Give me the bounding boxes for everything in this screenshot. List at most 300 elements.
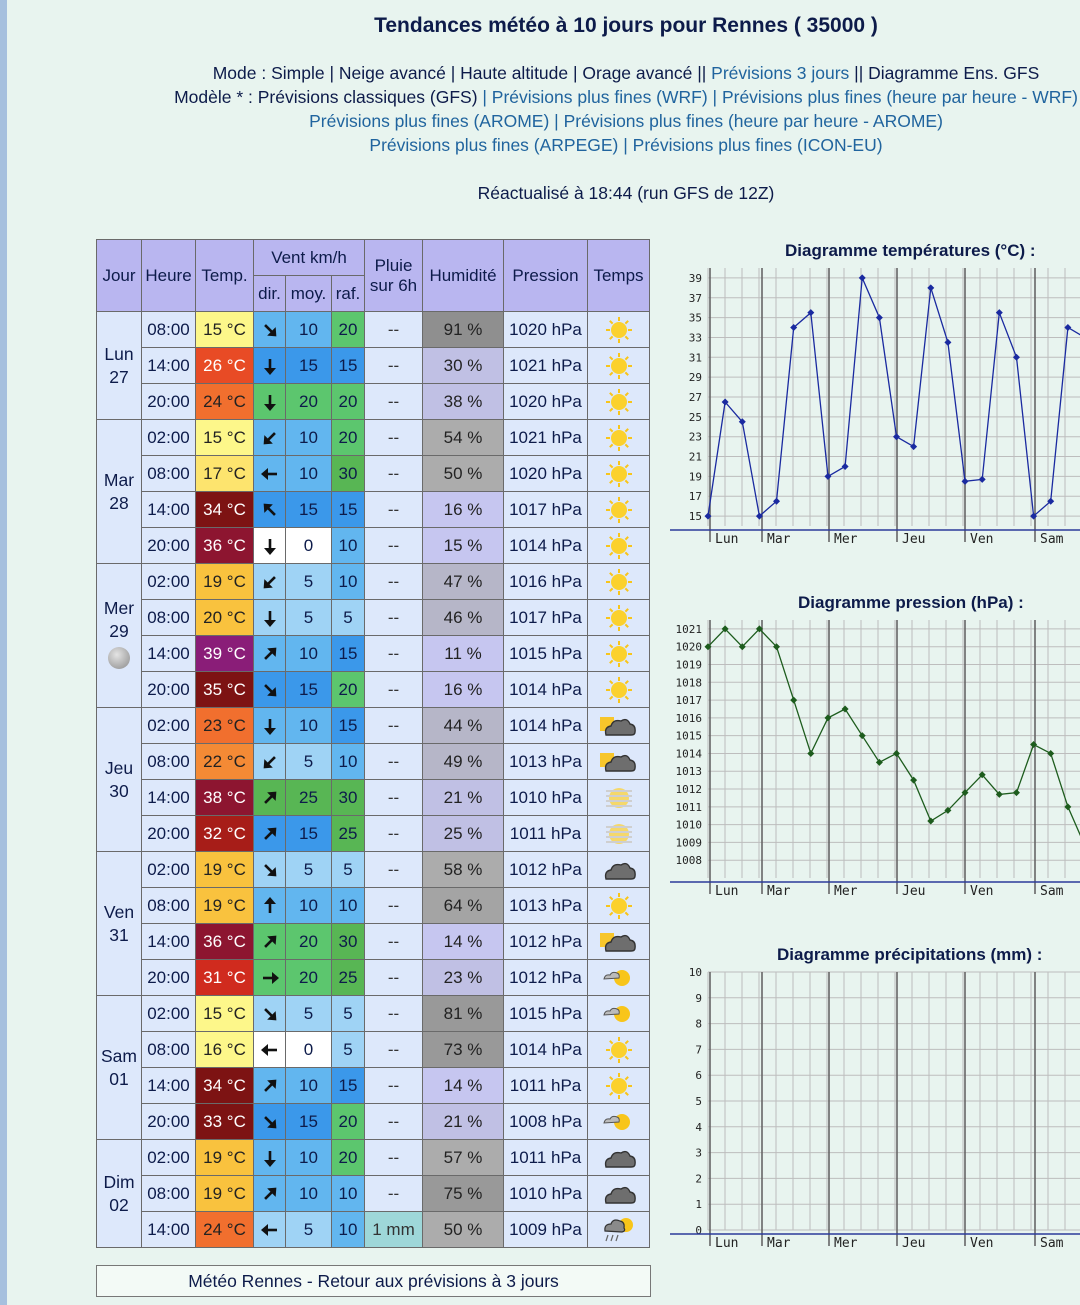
wind-gust-cell: 20 — [332, 1140, 365, 1176]
rain-cell: -- — [365, 780, 423, 816]
temperature-cell: 19 °C — [196, 1176, 254, 1212]
model-wrf-links[interactable]: | Prévisions plus fines (WRF) | Prévisions plus fines (heure par heure - WRF) — [477, 87, 1078, 107]
y-tick-label: 8 — [695, 1017, 702, 1031]
page-title: Tendances météo à 10 jours pour Rennes ( 35000 ) — [374, 14, 878, 37]
humidity-cell: 58 % — [423, 852, 504, 888]
header-humidite: Humidité — [423, 240, 504, 312]
wind-average-cell: 10 — [286, 888, 332, 924]
hour-cell: 14:00 — [142, 1212, 196, 1248]
wind-gust-cell: 5 — [332, 852, 365, 888]
wind-gust-cell: 10 — [332, 1176, 365, 1212]
mode-options[interactable]: Mode : Simple | Neige avancé | Haute altitude | Orage avancé || — [212, 63, 712, 83]
humidity-cell: 54 % — [423, 420, 504, 456]
pressure-cell: 1015 hPa — [504, 996, 588, 1032]
header-jour: Jour — [97, 240, 142, 312]
day-label: Mar — [103, 469, 135, 490]
rain-cell: -- — [365, 384, 423, 420]
hour-cell: 14:00 — [142, 348, 196, 384]
hour-cell: 20:00 — [142, 384, 196, 420]
weather-cloud-icon — [588, 1140, 650, 1176]
wind-average-cell: 20 — [286, 960, 332, 996]
wind-direction-icon — [254, 708, 286, 744]
x-tick-label: Lun — [715, 884, 739, 899]
weather-sunsmall-icon — [588, 960, 650, 996]
wind-average-cell: 15 — [286, 348, 332, 384]
humidity-cell: 16 % — [423, 492, 504, 528]
wind-direction-icon — [254, 528, 286, 564]
wind-average-cell: 0 — [286, 528, 332, 564]
x-tick-label: Mer — [834, 884, 858, 899]
model-gfs[interactable]: Modèle * : Prévisions classiques (GFS) — [174, 87, 478, 107]
y-tick-label: 3 — [695, 1146, 702, 1160]
wind-gust-cell: 5 — [332, 1032, 365, 1068]
y-tick-label: 17 — [688, 490, 702, 504]
rain-cell: -- — [365, 564, 423, 600]
wind-direction-icon — [254, 672, 286, 708]
forecast-row — [97, 528, 650, 564]
wind-direction-icon — [254, 420, 286, 456]
hour-cell: 02:00 — [142, 420, 196, 456]
weather-sun-icon — [588, 636, 650, 672]
pressure-cell: 1021 hPa — [504, 348, 588, 384]
y-tick-label: 1 — [695, 1198, 702, 1212]
day-number: 31 — [109, 924, 129, 945]
wind-direction-icon — [254, 1068, 286, 1104]
humidity-cell: 21 % — [423, 1104, 504, 1140]
forecast-row — [97, 1176, 650, 1212]
wind-average-cell: 15 — [286, 492, 332, 528]
temperature-cell: 15 °C — [196, 420, 254, 456]
wind-direction-icon — [254, 780, 286, 816]
wind-average-cell: 5 — [286, 996, 332, 1032]
y-tick-label: 1011 — [675, 800, 702, 814]
wind-gust-cell: 20 — [332, 312, 365, 348]
wind-direction-icon — [254, 456, 286, 492]
humidity-cell: 44 % — [423, 708, 504, 744]
humidity-cell: 64 % — [423, 888, 504, 924]
hour-cell: 20:00 — [142, 672, 196, 708]
pressure-cell: 1014 hPa — [504, 672, 588, 708]
wind-average-cell: 5 — [286, 744, 332, 780]
humidity-cell: 14 % — [423, 924, 504, 960]
day-cell — [97, 1140, 142, 1248]
forecast-row — [97, 348, 650, 384]
wind-direction-icon — [254, 1140, 286, 1176]
day-label: Jeu — [104, 757, 134, 778]
rain-cell: -- — [365, 960, 423, 996]
y-tick-label: 39 — [688, 271, 702, 285]
weather-sun-icon — [588, 348, 650, 384]
wind-gust-cell: 25 — [332, 960, 365, 996]
y-tick-label: 1020 — [675, 640, 702, 654]
temperature-cell: 31 °C — [196, 960, 254, 996]
wind-average-cell: 10 — [286, 636, 332, 672]
humidity-cell: 30 % — [423, 348, 504, 384]
header-dir: dir. — [254, 276, 286, 312]
wind-direction-icon — [254, 492, 286, 528]
x-tick-label: Jeu — [902, 884, 926, 899]
humidity-cell: 50 % — [423, 1212, 504, 1248]
forecast-row — [97, 1140, 650, 1176]
temperature-cell: 15 °C — [196, 996, 254, 1032]
hour-cell: 14:00 — [142, 924, 196, 960]
weather-suncloud-icon — [588, 744, 650, 780]
y-tick-label: 4 — [695, 1120, 702, 1134]
precip-chart-title: Diagramme précipitations (mm) : — [777, 945, 1043, 964]
y-tick-label: 1013 — [675, 765, 702, 779]
y-tick-label: 1018 — [675, 676, 702, 690]
temperature-cell: 17 °C — [196, 456, 254, 492]
humidity-cell: 23 % — [423, 960, 504, 996]
x-tick-label: Mar — [767, 884, 791, 899]
forecast-row — [97, 636, 650, 672]
wind-gust-cell: 15 — [332, 492, 365, 528]
temperature-cell: 32 °C — [196, 816, 254, 852]
temperature-cell: 19 °C — [196, 852, 254, 888]
header-temp: Temp. — [196, 240, 254, 312]
rain-cell: -- — [365, 1140, 423, 1176]
wind-direction-icon — [254, 744, 286, 780]
humidity-cell: 14 % — [423, 1068, 504, 1104]
rain-cell: -- — [365, 636, 423, 672]
y-tick-label: 1012 — [675, 783, 702, 797]
weather-suncloud-icon — [588, 924, 650, 960]
forecast-row — [97, 744, 650, 780]
forecast-table — [96, 239, 650, 1248]
day-label: Mer — [103, 597, 135, 618]
temperature-cell: 36 °C — [196, 924, 254, 960]
rain-cell: -- — [365, 420, 423, 456]
weather-sun-icon — [588, 600, 650, 636]
humidity-cell: 25 % — [423, 816, 504, 852]
hour-cell: 20:00 — [142, 816, 196, 852]
temperature-cell: 38 °C — [196, 780, 254, 816]
weather-haze-icon — [588, 780, 650, 816]
wind-average-cell: 10 — [286, 1140, 332, 1176]
day-cell — [97, 708, 142, 852]
forecast-row — [97, 888, 650, 924]
forecast-row — [97, 456, 650, 492]
hour-cell: 08:00 — [142, 744, 196, 780]
weather-sun-icon — [588, 1032, 650, 1068]
wind-average-cell: 5 — [286, 852, 332, 888]
hour-cell: 08:00 — [142, 600, 196, 636]
day-cell — [97, 420, 142, 564]
wind-gust-cell: 20 — [332, 420, 365, 456]
model-menu-2 — [0, 111, 1080, 132]
temperature-cell: 35 °C — [196, 672, 254, 708]
humidity-cell: 81 % — [423, 996, 504, 1032]
pressure-cell: 1014 hPa — [504, 1032, 588, 1068]
day-number: 28 — [109, 492, 129, 513]
day-cell — [97, 996, 142, 1140]
weather-haze-icon — [588, 816, 650, 852]
day-label: Sam — [101, 1045, 137, 1066]
wind-average-cell: 15 — [286, 816, 332, 852]
weather-sunsmall-icon — [588, 1104, 650, 1140]
weather-sun-icon — [588, 312, 650, 348]
pressure-cell: 1021 hPa — [504, 420, 588, 456]
y-tick-label: 7 — [695, 1043, 702, 1057]
wind-gust-cell: 25 — [332, 816, 365, 852]
rain-cell: -- — [365, 708, 423, 744]
temperature-cell: 15 °C — [196, 312, 254, 348]
x-tick-label: Mer — [834, 532, 858, 547]
wind-average-cell: 10 — [286, 1176, 332, 1212]
wind-gust-cell: 30 — [332, 924, 365, 960]
x-tick-label: Mar — [767, 532, 791, 547]
wind-average-cell: 10 — [286, 708, 332, 744]
y-tick-label: 1016 — [675, 711, 702, 725]
y-tick-label: 1017 — [675, 694, 702, 708]
temperature-chart — [660, 264, 1080, 548]
model-arpege-links[interactable]: Prévisions plus fines (ARPEGE) | Prévisions plus fines (ICON-EU) — [369, 135, 883, 155]
temperature-cell: 24 °C — [196, 1212, 254, 1248]
y-tick-label: 6 — [695, 1069, 702, 1083]
y-tick-label: 1019 — [675, 658, 702, 672]
x-tick-label: Ven — [970, 1236, 994, 1251]
rain-cell: -- — [365, 1104, 423, 1140]
hour-cell: 02:00 — [142, 852, 196, 888]
wind-average-cell: 5 — [286, 564, 332, 600]
x-tick-label: Jeu — [902, 532, 926, 547]
update-timestamp: Réactualisé à 18:44 (run GFS de 12Z) — [477, 183, 775, 203]
hour-cell: 20:00 — [142, 528, 196, 564]
forecast-row — [97, 600, 650, 636]
y-tick-label: 1014 — [675, 747, 702, 761]
wind-direction-icon — [254, 384, 286, 420]
forecast-row — [97, 1032, 650, 1068]
weather-sun-icon — [588, 420, 650, 456]
temperature-cell: 24 °C — [196, 384, 254, 420]
model-arome-links[interactable]: Prévisions plus fines (AROME) | Prévisions plus fines (heure par heure - AROME) — [309, 111, 943, 131]
wind-direction-icon — [254, 312, 286, 348]
x-tick-label: Ven — [970, 532, 994, 547]
rain-cell: -- — [365, 456, 423, 492]
forecast-row — [97, 492, 650, 528]
forecast-row — [97, 312, 650, 348]
wind-gust-cell: 15 — [332, 348, 365, 384]
header-pression: Pression — [504, 240, 588, 312]
mode-diagramme-ens[interactable]: || Diagramme Ens. GFS — [849, 63, 1040, 83]
header-heure: Heure — [142, 240, 196, 312]
link-previsions-3-jours[interactable]: Prévisions 3 jours — [711, 63, 850, 83]
hour-cell: 02:00 — [142, 996, 196, 1032]
humidity-cell: 38 % — [423, 384, 504, 420]
pressure-cell: 1012 hPa — [504, 852, 588, 888]
humidity-cell: 21 % — [423, 780, 504, 816]
weather-sun-icon — [588, 672, 650, 708]
rain-cell: -- — [365, 744, 423, 780]
temperature-cell: 20 °C — [196, 600, 254, 636]
temperature-cell: 19 °C — [196, 888, 254, 924]
y-tick-label: 31 — [688, 351, 702, 365]
wind-gust-cell: 20 — [332, 384, 365, 420]
y-tick-label: 21 — [688, 450, 702, 464]
y-tick-label: 1021 — [675, 622, 702, 636]
pressure-cell: 1012 hPa — [504, 924, 588, 960]
hour-cell: 08:00 — [142, 312, 196, 348]
rain-cell: -- — [365, 528, 423, 564]
humidity-cell: 11 % — [423, 636, 504, 672]
wind-gust-cell: 20 — [332, 1104, 365, 1140]
weather-sunsmall-icon — [588, 996, 650, 1032]
humidity-cell: 49 % — [423, 744, 504, 780]
pressure-cell: 1017 hPa — [504, 492, 588, 528]
forecast-row — [97, 564, 650, 600]
wind-direction-icon — [254, 1212, 286, 1248]
weather-sun-icon — [588, 564, 650, 600]
weather-cloud-icon — [588, 1176, 650, 1212]
hour-cell: 14:00 — [142, 636, 196, 672]
pressure-cell: 1010 hPa — [504, 1176, 588, 1212]
wind-gust-cell: 10 — [332, 528, 365, 564]
rain-cell: -- — [365, 312, 423, 348]
hour-cell: 08:00 — [142, 888, 196, 924]
y-tick-label: 1008 — [675, 854, 702, 868]
forecast-row — [97, 852, 650, 888]
wind-gust-cell: 10 — [332, 744, 365, 780]
wind-direction-icon — [254, 924, 286, 960]
wind-gust-cell: 15 — [332, 636, 365, 672]
pressure-cell: 1017 hPa — [504, 600, 588, 636]
x-tick-label: Lun — [715, 532, 739, 547]
header-moy: moy. — [286, 276, 332, 312]
forecast-row — [97, 672, 650, 708]
pressure-chart — [660, 616, 1080, 900]
temperature-cell: 26 °C — [196, 348, 254, 384]
y-tick-label: 1015 — [675, 729, 702, 743]
pressure-cell: 1011 hPa — [504, 816, 588, 852]
wind-direction-icon — [254, 1104, 286, 1140]
wind-gust-cell: 10 — [332, 564, 365, 600]
day-cell — [97, 312, 142, 420]
temperature-cell: 23 °C — [196, 708, 254, 744]
x-tick-label: Mer — [834, 1236, 858, 1251]
rain-cell: 1 mm — [365, 1212, 423, 1248]
temperature-cell: 19 °C — [196, 1140, 254, 1176]
wind-average-cell: 20 — [286, 924, 332, 960]
wind-gust-cell: 10 — [332, 1212, 365, 1248]
x-tick-label: Sam — [1040, 1236, 1064, 1251]
y-tick-label: 37 — [688, 291, 702, 305]
precipitation-chart — [660, 968, 1080, 1252]
wind-average-cell: 0 — [286, 1032, 332, 1068]
forecast-body — [97, 312, 650, 1248]
forecast-row — [97, 816, 650, 852]
x-tick-label: Sam — [1040, 884, 1064, 899]
pressure-cell: 1008 hPa — [504, 1104, 588, 1140]
pressure-cell: 1020 hPa — [504, 384, 588, 420]
wind-gust-cell: 5 — [332, 996, 365, 1032]
rain-cell: -- — [365, 1032, 423, 1068]
y-tick-label: 5 — [695, 1095, 702, 1108]
forecast-row — [97, 1104, 650, 1140]
y-tick-label: 0 — [695, 1224, 702, 1237]
pressure-cell: 1014 hPa — [504, 708, 588, 744]
rain-cell: -- — [365, 888, 423, 924]
pressure-chart-title: Diagramme pression (hPa) : — [798, 593, 1024, 612]
wind-average-cell: 15 — [286, 1104, 332, 1140]
hour-cell: 20:00 — [142, 1104, 196, 1140]
chart-background — [660, 968, 1080, 1252]
y-tick-label: 10 — [688, 968, 702, 979]
model-menu-3 — [0, 135, 1080, 156]
wind-average-cell: 5 — [286, 1212, 332, 1248]
rain-cell: -- — [365, 996, 423, 1032]
rain-cell: -- — [365, 1068, 423, 1104]
humidity-cell: 57 % — [423, 1140, 504, 1176]
y-tick-label: 1009 — [675, 836, 702, 850]
rain-cell: -- — [365, 816, 423, 852]
weather-sun-icon — [588, 1068, 650, 1104]
y-tick-label: 25 — [688, 410, 702, 424]
rain-cell: -- — [365, 348, 423, 384]
pressure-cell: 1009 hPa — [504, 1212, 588, 1248]
day-number: 29 — [109, 620, 129, 641]
day-label: Ven — [103, 901, 135, 922]
back-to-3-days-link[interactable]: Météo Rennes - Retour aux prévisions à 3 jours — [96, 1265, 651, 1297]
wind-gust-cell: 5 — [332, 600, 365, 636]
day-cell — [97, 564, 142, 708]
y-tick-label: 19 — [688, 470, 702, 484]
rain-cell: -- — [365, 852, 423, 888]
header-vent: Vent km/h — [254, 240, 365, 276]
humidity-cell: 50 % — [423, 456, 504, 492]
pressure-cell: 1015 hPa — [504, 636, 588, 672]
wind-average-cell: 25 — [286, 780, 332, 816]
humidity-cell: 73 % — [423, 1032, 504, 1068]
hour-cell: 02:00 — [142, 708, 196, 744]
y-tick-label: 35 — [688, 311, 702, 325]
day-cell — [97, 852, 142, 996]
rain-cell: -- — [365, 600, 423, 636]
temperature-cell: 34 °C — [196, 1068, 254, 1104]
wind-gust-cell: 30 — [332, 456, 365, 492]
pressure-cell: 1014 hPa — [504, 528, 588, 564]
pressure-cell: 1020 hPa — [504, 456, 588, 492]
day-number: 01 — [109, 1068, 129, 1089]
y-tick-label: 23 — [688, 430, 702, 444]
day-label: Lun — [104, 343, 134, 364]
x-tick-label: Mar — [767, 1236, 791, 1251]
wind-average-cell: 20 — [286, 384, 332, 420]
forecast-row — [97, 960, 650, 996]
humidity-cell: 15 % — [423, 528, 504, 564]
weather-storm-icon — [588, 1212, 650, 1248]
day-number: 27 — [109, 366, 129, 387]
forecast-row — [97, 1212, 650, 1248]
wind-average-cell: 10 — [286, 1068, 332, 1104]
rain-cell: -- — [365, 492, 423, 528]
weather-sun-icon — [588, 528, 650, 564]
weather-sun-icon — [588, 384, 650, 420]
wind-gust-cell: 15 — [332, 708, 365, 744]
header-raf: raf. — [332, 276, 365, 312]
wind-direction-icon — [254, 1032, 286, 1068]
hour-cell: 02:00 — [142, 1140, 196, 1176]
wind-direction-icon — [254, 1176, 286, 1212]
temperature-cell: 36 °C — [196, 528, 254, 564]
humidity-cell: 46 % — [423, 600, 504, 636]
wind-direction-icon — [254, 996, 286, 1032]
rain-cell: -- — [365, 1176, 423, 1212]
pressure-cell: 1010 hPa — [504, 780, 588, 816]
temperature-cell: 19 °C — [196, 564, 254, 600]
pressure-cell: 1020 hPa — [504, 312, 588, 348]
y-tick-label: 33 — [688, 331, 702, 345]
forecast-row — [97, 780, 650, 816]
